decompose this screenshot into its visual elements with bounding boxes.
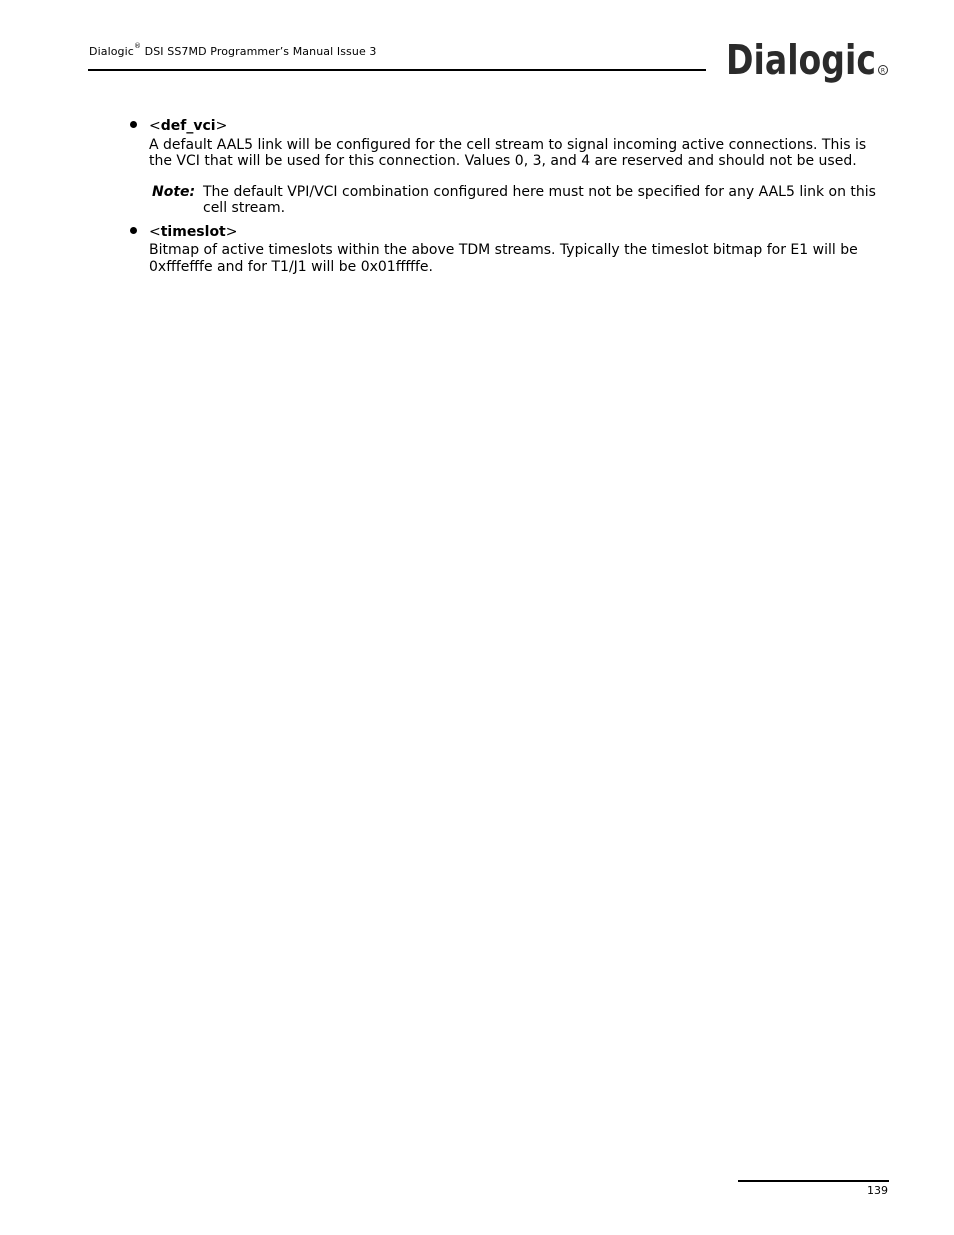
- angle-open: <: [149, 223, 161, 240]
- header-rule: [88, 69, 706, 71]
- note-block: [152, 184, 890, 217]
- header-title: DSI SS7MD Programmer’s Manual Issue 3: [141, 45, 377, 58]
- angle-close: >: [215, 118, 228, 134]
- note-text: The default VPI/VCI combination configured here must not be specified for any AAL5 link on this cell stream.: [203, 183, 876, 216]
- logo-wordmark: Dialogic: [726, 36, 876, 84]
- parameter-name-text: timeslot: [160, 223, 226, 240]
- parameter-list: [130, 118, 890, 275]
- angle-open: <: [149, 118, 161, 134]
- dialogic-logo: [725, 36, 891, 84]
- list-item-timeslot: [130, 224, 890, 276]
- note-label: Note:: [152, 183, 196, 200]
- header-brand: Dialogic: [89, 45, 134, 58]
- list-item-def-vci: [130, 118, 890, 170]
- footer-rule: [738, 1180, 889, 1182]
- parameter-name: [149, 224, 890, 241]
- bullet-icon: [130, 121, 137, 128]
- header-registered-mark: ®: [133, 42, 142, 50]
- logo-registered-letter: R: [880, 67, 886, 75]
- bullet-icon: [130, 227, 137, 234]
- running-header: [89, 42, 377, 58]
- parameter-description: A default AAL5 link will be configured for the cell stream to signal incoming active connections. This is the VCI that will be used for this connection. Values 0, 3, and 4 are reserved and should not be used.: [149, 136, 867, 169]
- page-number: 139: [867, 1184, 888, 1197]
- parameter-description: Bitmap of active timeslots within the above TDM streams. Typically the timeslot bitmap for E1 will be 0xfffefffe and for T1/J1 will be 0x01fffffe.: [149, 242, 858, 275]
- angle-close: >: [225, 223, 238, 240]
- parameter-name-text: def_vci: [160, 118, 216, 134]
- parameter-name: [149, 118, 890, 135]
